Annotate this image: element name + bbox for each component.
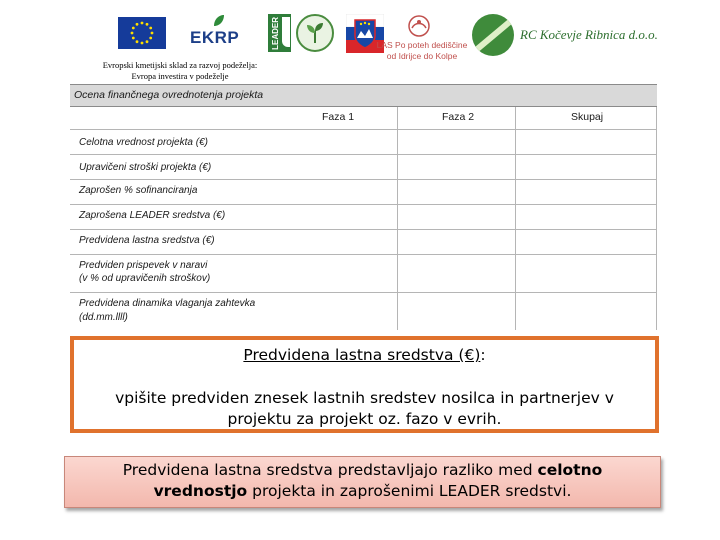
- column-header-faza-1: Faza 1: [322, 111, 355, 123]
- table-row-label: Zaprošen % sofinanciranja: [79, 185, 198, 196]
- eu-flag-logo: [118, 17, 166, 49]
- note-part-1: Predvidena lastna sredstva predstavljajo razliko med: [122, 461, 538, 479]
- column-divider: [656, 107, 657, 330]
- note-box: [64, 456, 661, 508]
- las-logo: [374, 14, 470, 64]
- rc-text: RC Kočevje Ribnica d.o.o.: [520, 27, 658, 42]
- slogan: [100, 60, 260, 82]
- slogan-line-2: Evropa investira v podeželje: [131, 71, 229, 81]
- leader-circle-logo: [296, 14, 334, 52]
- leaf-icon: [212, 14, 226, 28]
- row-divider: [70, 292, 657, 293]
- column-header-faza-2: Faza 2: [442, 111, 475, 123]
- callout-box: [70, 336, 659, 433]
- table-row-label: Upravičeni stroški projekta (€): [79, 162, 212, 173]
- table-row-label: Zaprošena LEADER sredstva (€): [79, 210, 226, 221]
- table-row-sublabel: (v % od upravičenih stroškov): [79, 273, 211, 284]
- financial-evaluation-table: [70, 84, 657, 330]
- row-divider: [70, 229, 657, 230]
- table-row-label: Predvidena dinamika vlaganja zahtevka: [79, 298, 256, 309]
- callout-title-text: Predvidena lastna sredstva (€): [243, 346, 481, 364]
- table-row-sublabel: (dd.mm.llll): [79, 312, 128, 323]
- ekrp-text: EKRP: [190, 28, 240, 47]
- ekrp-logo: [190, 14, 250, 50]
- row-divider: [70, 254, 657, 255]
- eu-stars-icon: [118, 17, 166, 49]
- leader-text: LEADER: [271, 17, 280, 50]
- table-title: Ocena finančnega ovrednotenja projekta: [74, 89, 264, 101]
- column-header-skupaj: Skupaj: [571, 111, 604, 123]
- note-bold-2: vrednostjo: [153, 482, 248, 500]
- sprout-icon: [303, 21, 327, 45]
- las-text: LAS Po poteh dediščine od Idrijce do Kolpe: [376, 40, 468, 61]
- column-divider: [397, 107, 398, 330]
- note-bold-1: celotno: [537, 461, 603, 479]
- note-text: [71, 460, 654, 502]
- callout-body: vpišite predviden znesek lastnih sredstev nosilca in partnerjev v projektu za projekt oz. fazo v evrih.: [115, 389, 614, 428]
- leader-mark: [282, 17, 290, 47]
- row-divider: [70, 204, 657, 205]
- leader-logo: [268, 14, 291, 52]
- table-row-label: Predvidena lastna sredstva (€): [79, 235, 215, 246]
- rc-circle-icon: [472, 14, 514, 56]
- row-divider: [70, 129, 657, 130]
- row-divider: [70, 179, 657, 180]
- callout-title: [74, 346, 655, 364]
- table-row-label: Celotna vrednost projekta (€): [79, 137, 208, 148]
- slogan-line-1: Evropski kmetijski sklad za razvoj podeželja:: [102, 60, 258, 70]
- note-part-2: projekta in zaprošenimi LEADER sredstvi.: [247, 482, 572, 500]
- las-emblem-icon: [402, 14, 436, 38]
- callout-title-colon: :: [480, 346, 486, 364]
- rc-logo: [472, 14, 658, 56]
- table-header-bar: [70, 84, 657, 107]
- row-divider: [70, 154, 657, 155]
- column-divider: [515, 107, 516, 330]
- table-row-label: Predviden prispevek v naravi: [79, 260, 208, 271]
